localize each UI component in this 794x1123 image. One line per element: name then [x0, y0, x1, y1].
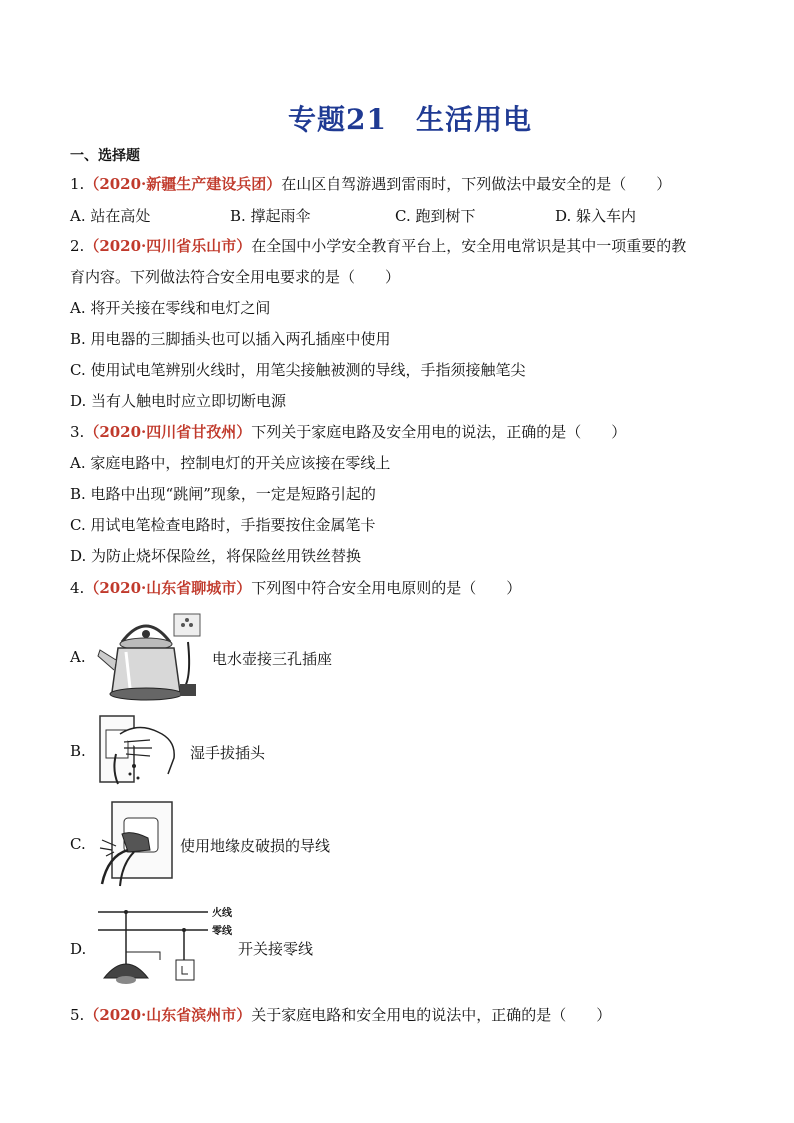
option-b-caption: 湿手拔插头 [190, 744, 266, 762]
question-stem: 在山区自驾游遇到雷雨时，下列做法中最安全的是（ ） [281, 175, 672, 193]
wire-label-live: 火线 [212, 908, 232, 919]
question-source: （2020·山东省聊城市） [84, 579, 252, 597]
option-c: C. 用试电笔检查电路时，手指要按住金属笔卡 [70, 516, 376, 534]
question-number: 4. [70, 579, 85, 597]
damaged-wire-icon [98, 800, 178, 886]
question-2 [70, 236, 686, 256]
question-1-options [70, 205, 730, 226]
option-c-letter: C. [70, 835, 86, 853]
option-b-letter: B. [70, 742, 86, 760]
question-number: 5. [70, 1006, 85, 1024]
option-a: A. 将开关接在零线和电灯之间 [70, 299, 271, 317]
question-1 [70, 174, 671, 194]
option-d-letter: D. [70, 940, 87, 958]
question-2-stem-cont: 育内容。下列做法符合安全用电要求的是（ ） [70, 268, 401, 286]
option-d: D. 当有人触电时应立即切断电源 [70, 392, 287, 410]
question-source: （2020·新疆生产建设兵团） [84, 175, 282, 193]
question-stem: 下列关于家庭电路及安全用电的说法，正确的是（ ） [251, 423, 627, 441]
question-number: 2. [70, 237, 85, 255]
option-c: C. 跑到树下 [395, 207, 476, 225]
option-b: B. 电路中出现“跳闸”现象，一定是短路引起的 [70, 485, 376, 503]
question-number: 3. [70, 423, 85, 441]
question-stem: 关于家庭电路和安全用电的说法中，正确的是（ ） [251, 1006, 612, 1024]
option-b: B. 撑起雨伞 [230, 207, 311, 225]
question-number: 1. [70, 175, 85, 193]
section-heading: 一、选择题 [70, 148, 140, 164]
question-source: （2020·山东省滨州市） [84, 1006, 252, 1024]
option-a: A. 家庭电路中，控制电灯的开关应该接在零线上 [70, 454, 391, 472]
question-source: （2020·四川省甘孜州） [84, 423, 252, 441]
option-d: D. 为防止烧坏保险丝，将保险丝用铁丝替换 [70, 547, 362, 565]
question-3 [70, 422, 626, 442]
option-d: D. 躲入车内 [555, 207, 637, 225]
option-c: C. 使用试电笔辨别火线时，用笔尖接触被测的导线，手指须接触笔尖 [70, 361, 526, 379]
option-a-caption: 电水壶接三孔插座 [212, 650, 333, 668]
option-a: A. 站在高处 [70, 207, 151, 225]
option-c-caption: 使用地缘皮破损的导线 [180, 837, 331, 855]
question-stem: 下列图中符合安全用电原则的是（ ） [251, 579, 522, 597]
question-stem: 在全国中小学安全教育平台上，安全用电常识是其中一项重要的教 [251, 237, 687, 255]
wet-hand-plug-icon [98, 714, 180, 786]
question-source: （2020·四川省乐山市） [84, 237, 252, 255]
option-a-letter: A. [70, 648, 86, 666]
kettle-icon [96, 612, 208, 704]
question-5 [70, 1005, 611, 1025]
option-d-caption: 开关接零线 [238, 940, 314, 958]
page-title: 专题21 生活用电 [288, 103, 532, 136]
option-b: B. 用电器的三脚插头也可以插入两孔插座中使用 [70, 330, 391, 348]
wire-label-neutral: 零线 [212, 926, 232, 937]
question-4 [70, 578, 521, 598]
